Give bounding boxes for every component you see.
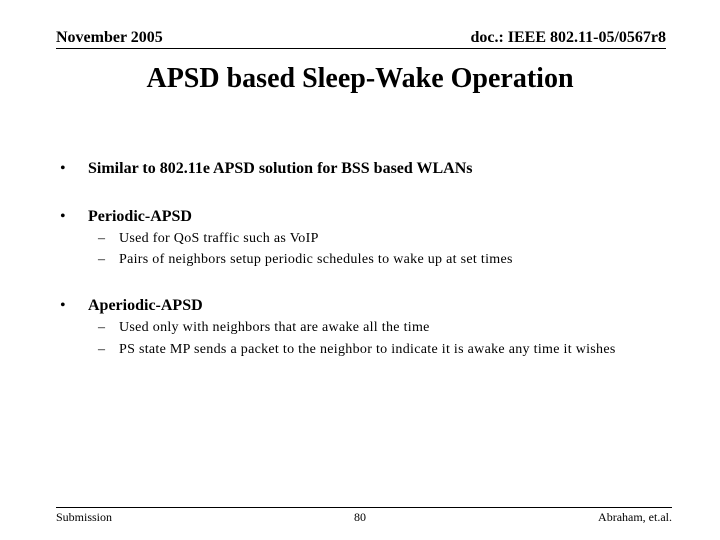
header-divider (56, 48, 666, 49)
sub-bullet-text: PS state MP sends a packet to the neighbor to indicate it is awake any time it wishes (119, 342, 616, 357)
footer-divider (56, 507, 672, 508)
bullet-text: Aperiodic-APSD (88, 297, 203, 314)
sub-bullet-marker: – (98, 320, 106, 335)
slide-title: APSD based Sleep-Wake Operation (146, 63, 574, 94)
footer-submission: Submission (56, 510, 113, 524)
bullet-marker: • (60, 160, 66, 177)
header-date: November 2005 (56, 29, 163, 46)
sub-bullet-text: Used only with neighbors that are awake all the time (119, 320, 430, 335)
bullet-marker: • (60, 208, 66, 225)
bullet-text: Similar to 802.11e APSD solution for BSS based WLANs (88, 160, 473, 177)
header-doc-id: doc.: IEEE 802.11-05/0567r8 (470, 29, 666, 46)
footer-authors: Abraham, et.al. (598, 510, 672, 524)
sub-bullet-marker: – (98, 342, 106, 357)
sub-bullet-text: Used for QoS traffic such as VoIP (119, 231, 319, 246)
sub-bullet-marker: – (98, 252, 106, 267)
page-number: 80 (354, 510, 366, 524)
bullet-marker: • (60, 297, 66, 314)
sub-bullet-text: Pairs of neighbors setup periodic schedules to wake up at set times (119, 252, 513, 267)
sub-bullet-marker: – (98, 231, 106, 246)
bullet-text: Periodic-APSD (88, 208, 192, 225)
